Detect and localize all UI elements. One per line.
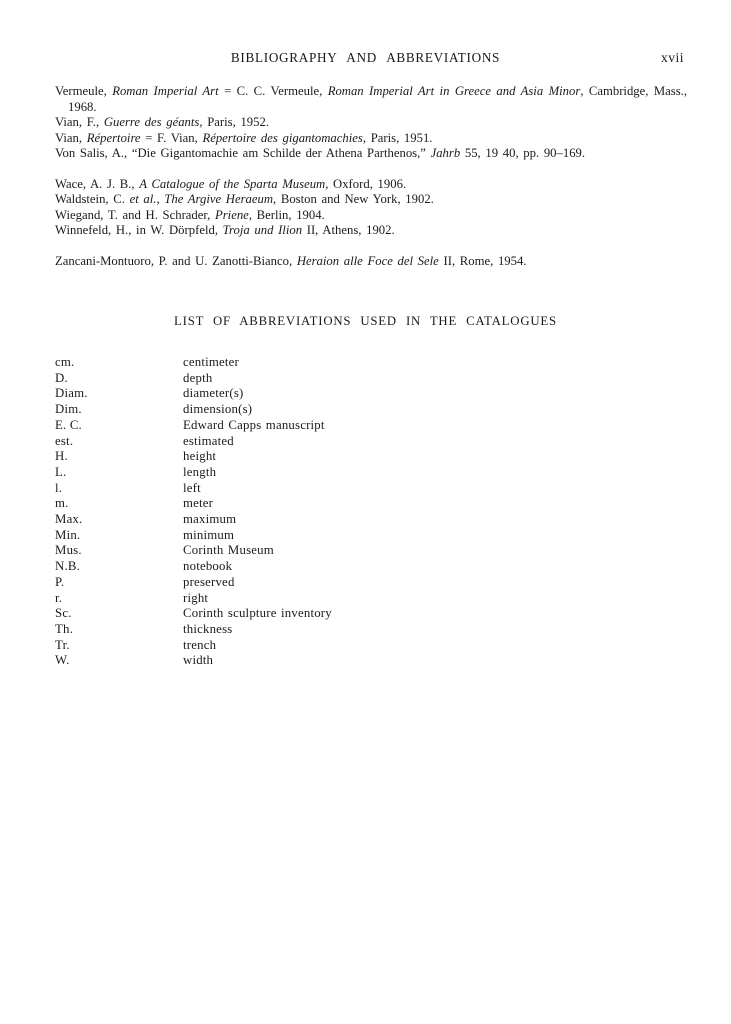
abbreviation-term: Dim. xyxy=(55,402,82,417)
bibliography-group xyxy=(55,254,687,270)
abbreviation-meaning: Corinth sculpture inventory xyxy=(183,606,332,621)
abbreviation-row xyxy=(55,559,671,575)
bib-entry-text: Wiegand, T. and H. Schrader, xyxy=(55,207,215,222)
bib-entry-italic-text: Troja und Ilion xyxy=(222,223,303,237)
bibliography-entry xyxy=(55,192,687,208)
abbreviation-meaning: diameter(s) xyxy=(183,386,244,401)
bib-entry-italic-text: Répertoire xyxy=(86,130,141,145)
abbreviation-meaning: Corinth Museum xyxy=(183,543,274,558)
abbreviation-term: Diam. xyxy=(55,386,88,401)
bibliography-entry xyxy=(55,254,687,270)
abbreviation-term: cm. xyxy=(55,355,75,369)
abbreviation-term: Tr. xyxy=(55,637,70,652)
bib-entry-italic-text: Répertoire des gigantomachies xyxy=(202,130,363,145)
bib-entry-text: , Boston and New York, 1902. xyxy=(273,192,434,206)
abbreviation-term: m. xyxy=(55,496,69,511)
bib-entry-italic-text: Roman Imperial Art in Greece and Asia Minor xyxy=(327,84,581,98)
abbreviation-term: E. C. xyxy=(55,417,82,432)
abbreviation-term: Max. xyxy=(55,512,83,527)
abbreviation-row xyxy=(55,386,671,402)
abbreviation-row xyxy=(55,481,671,497)
abbreviation-row xyxy=(55,355,671,371)
bib-entry-text: = C. C. Vermeule, xyxy=(218,84,328,98)
bibliography-entry xyxy=(55,208,687,224)
bib-entry-italic-text: Heraion alle Foce del Sele xyxy=(296,253,439,268)
abbreviations-heading: LIST OF ABBREVIATIONS USED IN THE CATALOGUES xyxy=(174,314,557,328)
abbreviation-row xyxy=(55,638,671,654)
bibliography-entry xyxy=(55,146,687,162)
abbreviation-term: L. xyxy=(55,464,67,479)
bib-entry-text: Vermeule, xyxy=(55,84,113,98)
bibliography-entry xyxy=(55,115,687,131)
abbreviation-row xyxy=(55,606,671,622)
abbreviation-term: W. xyxy=(55,653,70,668)
bib-entry-text: , Paris, 1952. xyxy=(199,115,269,129)
abbreviation-meaning: meter xyxy=(183,496,214,511)
bib-entry-text: II, Rome, 1954. xyxy=(438,253,527,268)
running-title: BIBLIOGRAPHY AND ABBREVIATIONS xyxy=(230,50,501,65)
abbreviation-row xyxy=(55,496,671,512)
abbreviation-meaning: dimension(s) xyxy=(183,402,253,417)
page-header xyxy=(0,50,731,68)
bib-entry-text: Zancani-Montuoro, P. and U. Zanotti-Bianco, xyxy=(55,253,297,268)
bib-entry-text: , Paris, 1951. xyxy=(362,130,433,145)
abbreviation-term: H. xyxy=(55,449,68,464)
bib-entry-text: , Cambridge, Mass., 1968. xyxy=(68,84,687,114)
abbreviation-meaning: centimeter xyxy=(183,355,239,369)
abbreviation-row xyxy=(55,528,671,544)
abbreviation-row xyxy=(55,465,671,481)
abbreviation-term: Min. xyxy=(55,527,81,542)
bib-entry-italic-text: Roman Imperial Art xyxy=(112,84,219,98)
abbreviation-meaning: length xyxy=(183,464,217,479)
abbreviation-row xyxy=(55,371,671,387)
bib-entry-italic-text: The Argive Heraeum xyxy=(164,192,274,206)
bibliography-entry xyxy=(55,223,687,239)
bib-entry-italic-text: et al. xyxy=(129,192,157,206)
abbreviation-term: N.B. xyxy=(55,559,80,574)
bibliography-entry xyxy=(55,84,687,115)
bibliography-group xyxy=(55,84,687,162)
abbreviation-meaning: notebook xyxy=(183,559,233,574)
bib-entry-italic-text: Priene xyxy=(214,207,249,222)
abbreviation-term: Sc. xyxy=(55,606,72,621)
abbreviation-row xyxy=(55,575,671,591)
bib-entry-text: , xyxy=(156,192,165,206)
abbreviation-meaning: preserved xyxy=(183,574,235,589)
abbreviation-meaning: Edward Capps manuscript xyxy=(183,417,325,432)
abbreviations-list xyxy=(55,355,671,669)
bib-entry-italic-text: Jahrb xyxy=(430,146,461,160)
bib-entry-text: Winnefeld, H., in W. Dörpfeld, xyxy=(55,223,223,237)
abbreviation-meaning: estimated xyxy=(183,433,234,448)
abbreviation-row xyxy=(55,543,671,559)
abbreviation-row xyxy=(55,449,671,465)
bib-entry-text: Von Salis, A., “Die Gigantomachie am Schilde der Athena Parthenos,” xyxy=(55,146,431,160)
abbreviation-meaning: trench xyxy=(183,637,217,652)
abbreviation-term: l. xyxy=(55,480,63,495)
bibliography-group xyxy=(55,177,687,239)
bibliography-entry xyxy=(55,131,687,147)
bib-entry-text: II, Athens, 1902. xyxy=(302,223,395,237)
abbreviation-row xyxy=(55,418,671,434)
abbreviation-term: Th. xyxy=(55,621,74,636)
bibliography-section xyxy=(55,84,687,269)
bibliography-entry xyxy=(55,177,687,193)
bib-entry-text: 55, 19 40, pp. 90–169. xyxy=(460,146,586,160)
bib-entry-text: Vian, xyxy=(55,130,87,145)
abbreviation-term: D. xyxy=(55,370,68,385)
abbreviation-row xyxy=(55,622,671,638)
abbreviation-meaning: depth xyxy=(183,370,213,385)
abbreviation-row xyxy=(55,591,671,607)
abbreviation-meaning: thickness xyxy=(183,621,233,636)
abbreviation-row xyxy=(55,434,671,450)
page-number: xvii xyxy=(660,50,684,65)
abbreviation-term: est. xyxy=(55,433,74,448)
bib-entry-italic-text: A Catalogue of the Sparta Museum xyxy=(139,176,326,191)
abbreviation-meaning: height xyxy=(183,449,217,464)
abbreviation-row xyxy=(55,653,671,669)
abbreviation-row xyxy=(55,402,671,418)
bib-entry-text: , Oxford, 1906. xyxy=(325,176,407,191)
abbreviation-term: r. xyxy=(55,590,63,605)
bib-entry-italic-text: Guerre des géants xyxy=(103,115,200,129)
bib-entry-text: , Berlin, 1904. xyxy=(248,207,325,222)
abbreviation-meaning: maximum xyxy=(183,512,237,527)
abbreviation-row xyxy=(55,512,671,528)
abbreviation-meaning: left xyxy=(183,480,201,495)
bib-entry-text: Waldstein, C. xyxy=(55,192,130,206)
abbreviation-meaning: minimum xyxy=(183,527,235,542)
bib-entry-text: = F. Vian, xyxy=(140,130,203,145)
bib-entry-text: Wace, A. J. B., xyxy=(55,176,140,191)
abbreviation-meaning: right xyxy=(183,590,209,605)
abbreviation-term: Mus. xyxy=(55,543,82,558)
bib-entry-text: Vian, F., xyxy=(55,115,104,129)
abbreviation-meaning: width xyxy=(183,653,214,668)
abbreviation-term: P. xyxy=(55,574,65,589)
